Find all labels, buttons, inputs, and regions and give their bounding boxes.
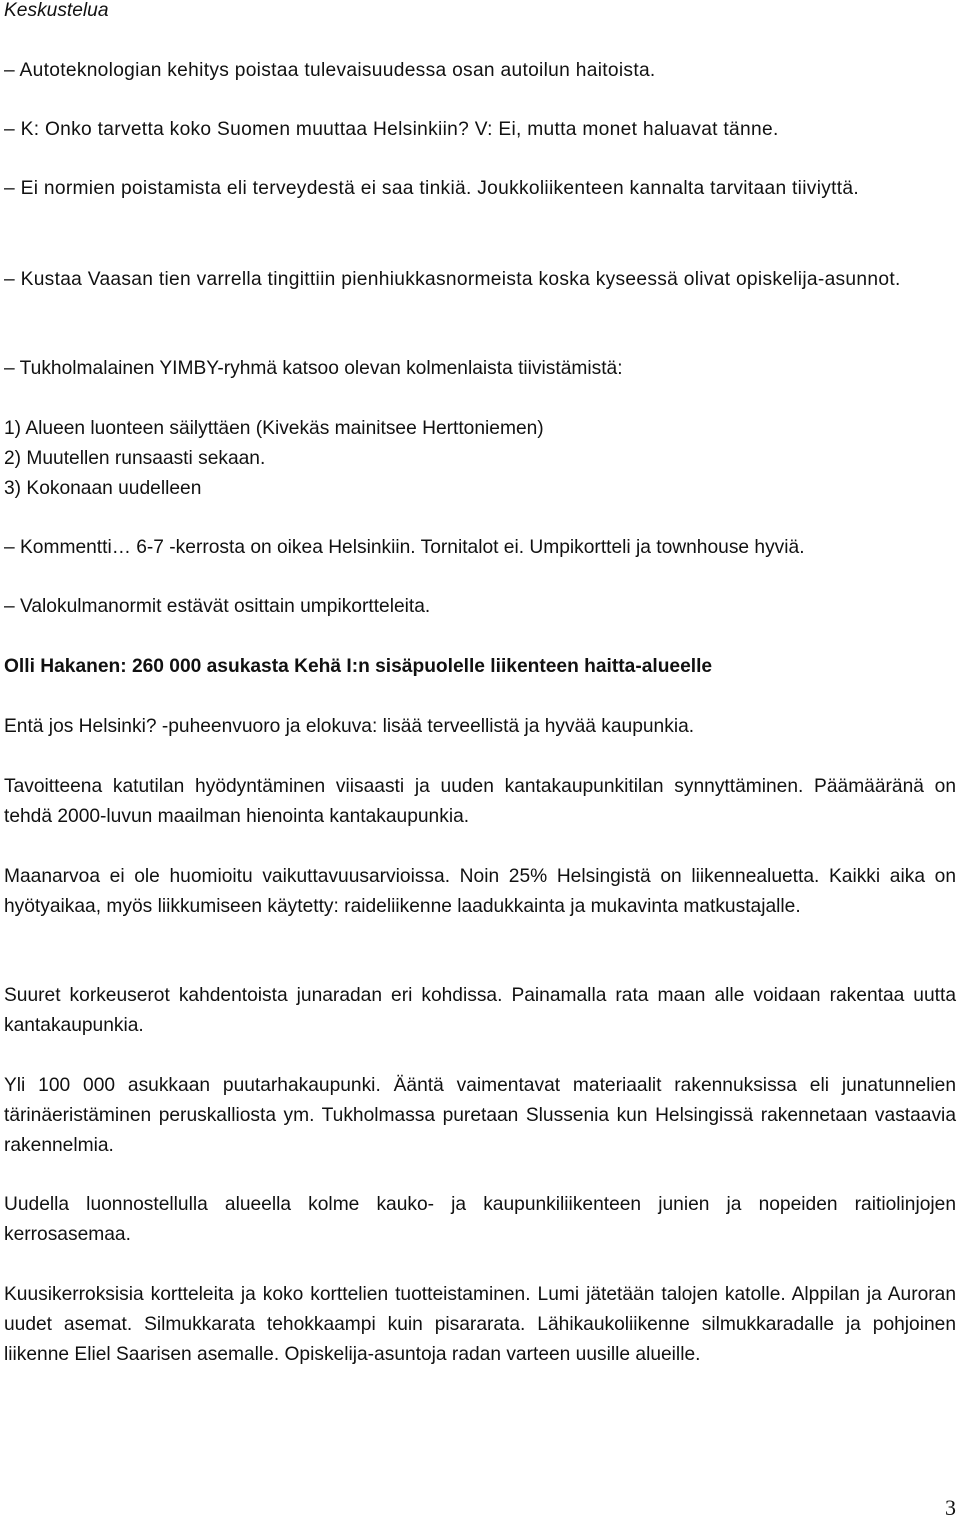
list-item: 2) Muutellen runsaasti sekaan. xyxy=(4,448,266,469)
comment-bullet: – Valokulmanormit estävät osittain umpikortteleita. xyxy=(4,596,431,617)
paragraph: Uudella luonnostellulla alueella kolme kauko- ja kaupunkiliikenteen junien ja nopeiden raitiolinjojen kerrosasemaa. xyxy=(4,1194,956,1245)
page-number: 3 xyxy=(945,1495,956,1520)
discussion-bullet: – Kustaa Vaasan tien varrella tingittiin pienhiukkasnormeista koska kyseessä olivat opiskelija-asunnot. xyxy=(4,269,901,290)
paragraph: Yli 100 000 asukkaan puutarhakaupunki. Ääntä vaimentavat materiaalit rakennuksissa eli junatunnelien tärinäeristäminen peruskalliosta ym. Tukholmassa puretaan Slussenia kun Helsingissä rakennetaan vastaavia rakennelmia. xyxy=(4,1075,956,1156)
comment-bullet: – Kommentti… 6-7 -kerrosta on oikea Helsinkiin. Tornitalot ei. Umpikortteli ja townhouse hyviä. xyxy=(4,537,805,558)
paragraph: Entä jos Helsinki? -puheenvuoro ja elokuva: lisää terveellistä ja hyvää kaupunkia. xyxy=(4,716,695,737)
paragraph: Kuusikerroksisia kortteleita ja koko korttelien tuotteistaminen. Lumi jätetään talojen katolle. Alppilan ja Auroran uudet asemat. Silmukkarata tehokkaampi kuin pisararata. Lähikaukoliikenne silmukkaradalle ja pohjoinen liikenne Eliel Saarisen asemalle. Opiskelija-asuntoja radan varteen uusille alueille. xyxy=(4,1284,956,1365)
discussion-bullet: – Autoteknologian kehitys poistaa tulevaisuudessa osan autoilun haitoista. xyxy=(4,60,656,81)
list-item: 3) Kokonaan uudelleen xyxy=(4,478,202,499)
section-title: Olli Hakanen: 260 000 asukasta Kehä I:n sisäpuolelle liikenteen haitta-alueelle xyxy=(4,656,713,677)
discussion-bullet: – Tukholmalainen YIMBY-ryhmä katsoo olevan kolmenlaista tiivistämistä: xyxy=(4,358,623,379)
paragraph: Tavoitteena katutilan hyödyntäminen viisaasti ja uuden kantakaupunkitilan synnyttäminen. Päämääränä on tehdä 2000-luvun maailman hienointa kantakaupunkia. xyxy=(4,776,956,827)
paragraph: Maanarvoa ei ole huomioitu vaikuttavuusarvioissa. Noin 25% Helsingistä on liikennealuetta. Kaikki aika on hyötyaikaa, myös liikkumiseen käytetty: raideliikenne laadukkainta ja mukavinta matkustajalle. xyxy=(4,866,956,917)
document-heading: Keskustelua xyxy=(4,0,109,21)
list-item: 1) Alueen luonteen säilyttäen (Kivekäs mainitsee Herttoniemen) xyxy=(4,418,544,439)
discussion-bullet: – Ei normien poistamista eli terveydestä ei saa tinkiä. Joukkoliikenteen kannalta tarvitaan tiiviyttä. xyxy=(4,178,860,199)
paragraph: Suuret korkeuserot kahdentoista junaradan eri kohdissa. Painamalla rata maan alle voidaan rakentaa uutta kantakaupunkia. xyxy=(4,985,956,1036)
discussion-bullet: – K: Onko tarvetta koko Suomen muuttaa Helsinkiin? V: Ei, mutta monet haluavat tänne. xyxy=(4,119,779,140)
